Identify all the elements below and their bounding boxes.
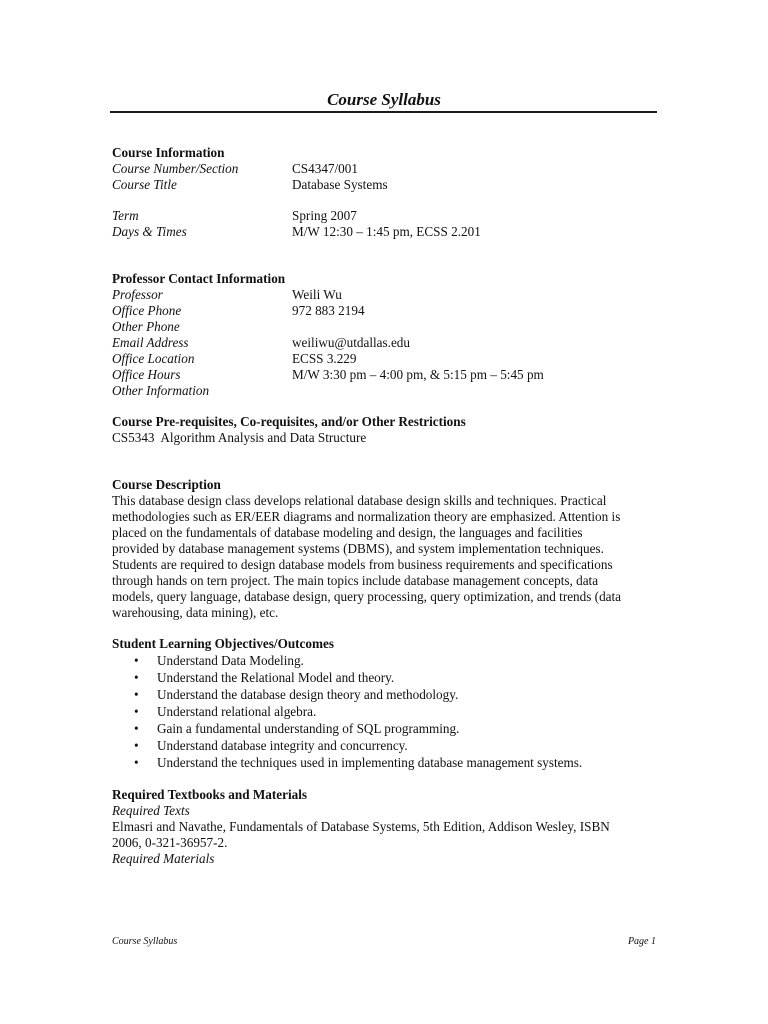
objective-text: Understand Data Modeling. — [157, 653, 304, 668]
required-texts-line: Elmasri and Navathe, Fundamentals of Database Systems, 5th Edition, Addison Wesley, ISBN — [112, 819, 610, 834]
list-item — [134, 754, 657, 771]
footer-document-name: Course Syllabus — [112, 936, 178, 947]
course-info-row — [112, 161, 481, 177]
office-hours-value: M/W 3:30 pm – 4:00 pm, & 5:15 pm – 5:45 pm — [292, 367, 544, 382]
title-underline-rule — [110, 111, 657, 113]
other-phone-label: Other Phone — [112, 319, 180, 334]
course-description-body — [112, 493, 657, 621]
contact-row — [112, 287, 544, 303]
email-address-value: weiliwu@utdallas.edu — [292, 335, 410, 350]
office-location-value: ECSS 3.229 — [292, 351, 357, 366]
list-item — [134, 703, 657, 720]
bullet-icon: • — [134, 653, 139, 668]
prerequisites-text: CS5343 Algorithm Analysis and Data Structure — [112, 430, 367, 445]
course-number-value: CS4347/001 — [292, 161, 358, 176]
list-item — [134, 737, 657, 754]
description-line: placed on the fundamentals of database modeling and design, the languages and facilities — [112, 525, 583, 540]
course-information-table — [112, 161, 481, 240]
office-phone-label: Office Phone — [112, 303, 182, 318]
office-phone-value: 972 883 2194 — [292, 303, 365, 318]
description-line: models, query language, database design, query processing, query optimization, and trends (data — [112, 589, 622, 604]
list-item — [134, 652, 657, 669]
description-line: warehousing, data mining), etc. — [112, 605, 279, 620]
bullet-icon: • — [134, 738, 139, 753]
bullet-icon: • — [134, 670, 139, 685]
course-info-row — [112, 224, 481, 240]
other-information-label: Other Information — [112, 383, 210, 398]
contact-row — [112, 383, 544, 399]
required-texts-line: 2006, 0-321-36957-2. — [112, 835, 228, 850]
objective-text: Understand the techniques used in implementing database management systems. — [157, 755, 583, 770]
required-materials-label: Required Materials — [112, 851, 215, 866]
section-gap — [112, 771, 657, 787]
section-gap — [112, 621, 657, 636]
course-description-heading: Course Description — [112, 477, 221, 492]
email-address-label: Email Address — [112, 335, 189, 350]
section-gap — [112, 399, 657, 414]
list-item — [134, 720, 657, 737]
professor-contact-heading: Professor Contact Information — [112, 271, 286, 286]
textbooks-heading: Required Textbooks and Materials — [112, 787, 308, 802]
bullet-icon: • — [134, 755, 139, 770]
professor-value: Weili Wu — [292, 287, 342, 302]
professor-label: Professor — [112, 287, 163, 302]
course-title-value: Database Systems — [292, 177, 388, 192]
section-gap — [112, 240, 657, 271]
term-value: Spring 2007 — [292, 208, 357, 223]
professor-contact-table — [112, 287, 544, 399]
contact-row — [112, 335, 544, 351]
term-label: Term — [112, 208, 139, 223]
list-item — [134, 669, 657, 686]
spacer-row — [112, 193, 481, 208]
course-number-label: Course Number/Section — [112, 161, 239, 176]
bullet-icon: • — [134, 721, 139, 736]
contact-row — [112, 303, 544, 319]
description-line: provided by database management systems (DBMS), and system implementation techniques. — [112, 541, 604, 556]
objective-text: Understand database integrity and concurrency. — [157, 738, 408, 753]
objective-text: Understand the database design theory and methodology. — [157, 687, 459, 702]
days-times-value: M/W 12:30 – 1:45 pm, ECSS 2.201 — [292, 224, 481, 239]
document-title: Course Syllabus — [327, 90, 441, 109]
contact-row — [112, 319, 544, 335]
contact-row — [112, 351, 544, 367]
description-line: This database design class develops relational database design skills and techniques. Practical — [112, 493, 607, 508]
syllabus-content — [112, 145, 657, 867]
office-hours-label: Office Hours — [112, 367, 181, 382]
section-gap — [112, 446, 657, 477]
learning-objectives-heading: Student Learning Objectives/Outcomes — [112, 636, 334, 651]
office-location-label: Office Location — [112, 351, 195, 366]
course-info-row — [112, 208, 481, 224]
footer-page-number: Page 1 — [627, 936, 656, 947]
list-item — [134, 686, 657, 703]
prerequisites-heading: Course Pre-requisites, Co-requisites, and/or Other Restrictions — [112, 414, 466, 429]
description-line: Students are required to design database models from business requirements and specifications — [112, 557, 613, 572]
contact-row — [112, 367, 544, 383]
bullet-icon: • — [134, 704, 139, 719]
course-info-row — [112, 177, 481, 193]
learning-objectives-list — [112, 652, 657, 771]
objective-text: Understand relational algebra. — [157, 704, 317, 719]
course-title-label: Course Title — [112, 177, 177, 192]
bullet-icon: • — [134, 687, 139, 702]
description-line: methodologies such as ER/EER diagrams and normalization theory are emphasized. Attention is — [112, 509, 621, 524]
objective-text: Understand the Relational Model and theory. — [157, 670, 395, 685]
other-information-value — [292, 383, 544, 399]
days-times-label: Days & Times — [112, 224, 187, 239]
objective-text: Gain a fundamental understanding of SQL programming. — [157, 721, 460, 736]
required-texts-label: Required Texts — [112, 803, 190, 818]
other-phone-value — [292, 319, 544, 335]
course-information-heading: Course Information — [112, 145, 225, 160]
description-line: through hands on tern project. The main topics include database management concepts, data — [112, 573, 599, 588]
